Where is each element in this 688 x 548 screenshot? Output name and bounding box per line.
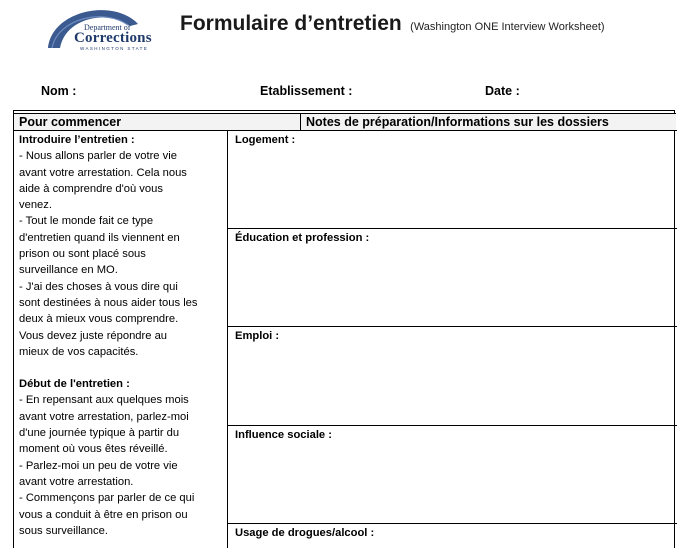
start-line: sous surveillance. xyxy=(19,524,108,537)
start-line: moment où vous êtes réveillé. xyxy=(19,443,168,456)
education-notes-box[interactable] xyxy=(228,228,677,326)
intro-line: Vous devez juste répondre au xyxy=(19,329,168,342)
etablissement-label: Etablissement : xyxy=(260,84,353,98)
doc-logo xyxy=(44,4,162,50)
intro-line: avant votre arrestation. Cela nous xyxy=(19,166,187,179)
emploi-label: Emploi : xyxy=(235,330,280,342)
logo-state-text: WASHINGTON STATE xyxy=(80,46,149,51)
nom-label: Nom : xyxy=(41,84,77,98)
notes-column xyxy=(227,130,676,548)
start-heading: Début de l'entretien : xyxy=(19,378,130,391)
intro-heading: Introduire l’entretien : xyxy=(19,134,135,146)
education-label: Éducation et profession : xyxy=(235,232,370,244)
title-subtitle: (Washington ONE Interview Worksheet) xyxy=(410,21,605,33)
emploi-notes-box[interactable] xyxy=(228,326,677,425)
intro-line: venez. xyxy=(19,199,52,212)
title-main: Formulaire d’entretien xyxy=(180,12,402,35)
intro-line: - Nous allons parler de votre vie xyxy=(19,150,177,163)
intro-line: prison ou sont placé sous xyxy=(19,248,146,261)
intro-line: mieux de vos capacités. xyxy=(19,345,139,358)
start-line: avant votre arrestation. xyxy=(19,475,134,488)
left-column-header: Pour commencer xyxy=(14,113,301,131)
start-line: d'une journée typique à partir du xyxy=(19,427,180,440)
start-line: vous a conduit à être en prison ou xyxy=(19,508,188,521)
drogues-notes-box[interactable] xyxy=(228,523,677,548)
influence-notes-box[interactable] xyxy=(228,425,677,523)
intro-line: - Tout le monde fait ce type xyxy=(19,215,154,228)
logo-dept-text: Department of xyxy=(84,23,131,32)
start-line: - En repensant aux quelques mois xyxy=(19,394,189,407)
date-label: Date : xyxy=(485,84,520,98)
logo-name-text: Corrections xyxy=(74,30,152,46)
start-line: - Commençons par parler de ce qui xyxy=(19,492,195,505)
intro-line: d'entretien quand ils viennent en xyxy=(19,231,180,244)
start-line: - Parlez-moi un peu de votre vie xyxy=(19,459,178,472)
intro-line: surveillance en MO. xyxy=(19,264,118,277)
drogues-label: Usage de drogues/alcool : xyxy=(235,527,375,539)
worksheet-table xyxy=(13,110,675,548)
intro-line: sont destinées à nous aider tous les xyxy=(19,296,198,309)
page-title xyxy=(180,12,605,36)
intro-line: aide à comprendre d'où vous xyxy=(19,182,163,195)
right-column-header: Notes de préparation/Informations sur les dossiers xyxy=(300,113,676,131)
intro-line: deux à mieux vous comprendre. xyxy=(19,313,179,326)
instructions-column xyxy=(19,132,219,539)
influence-label: Influence sociale : xyxy=(235,429,332,441)
logement-label: Logement : xyxy=(235,134,296,146)
logement-notes-box[interactable] xyxy=(228,130,677,228)
start-line: avant votre arrestation, parlez-moi xyxy=(19,410,189,423)
intro-line: - J'ai des choses à vous dire qui xyxy=(19,280,178,293)
